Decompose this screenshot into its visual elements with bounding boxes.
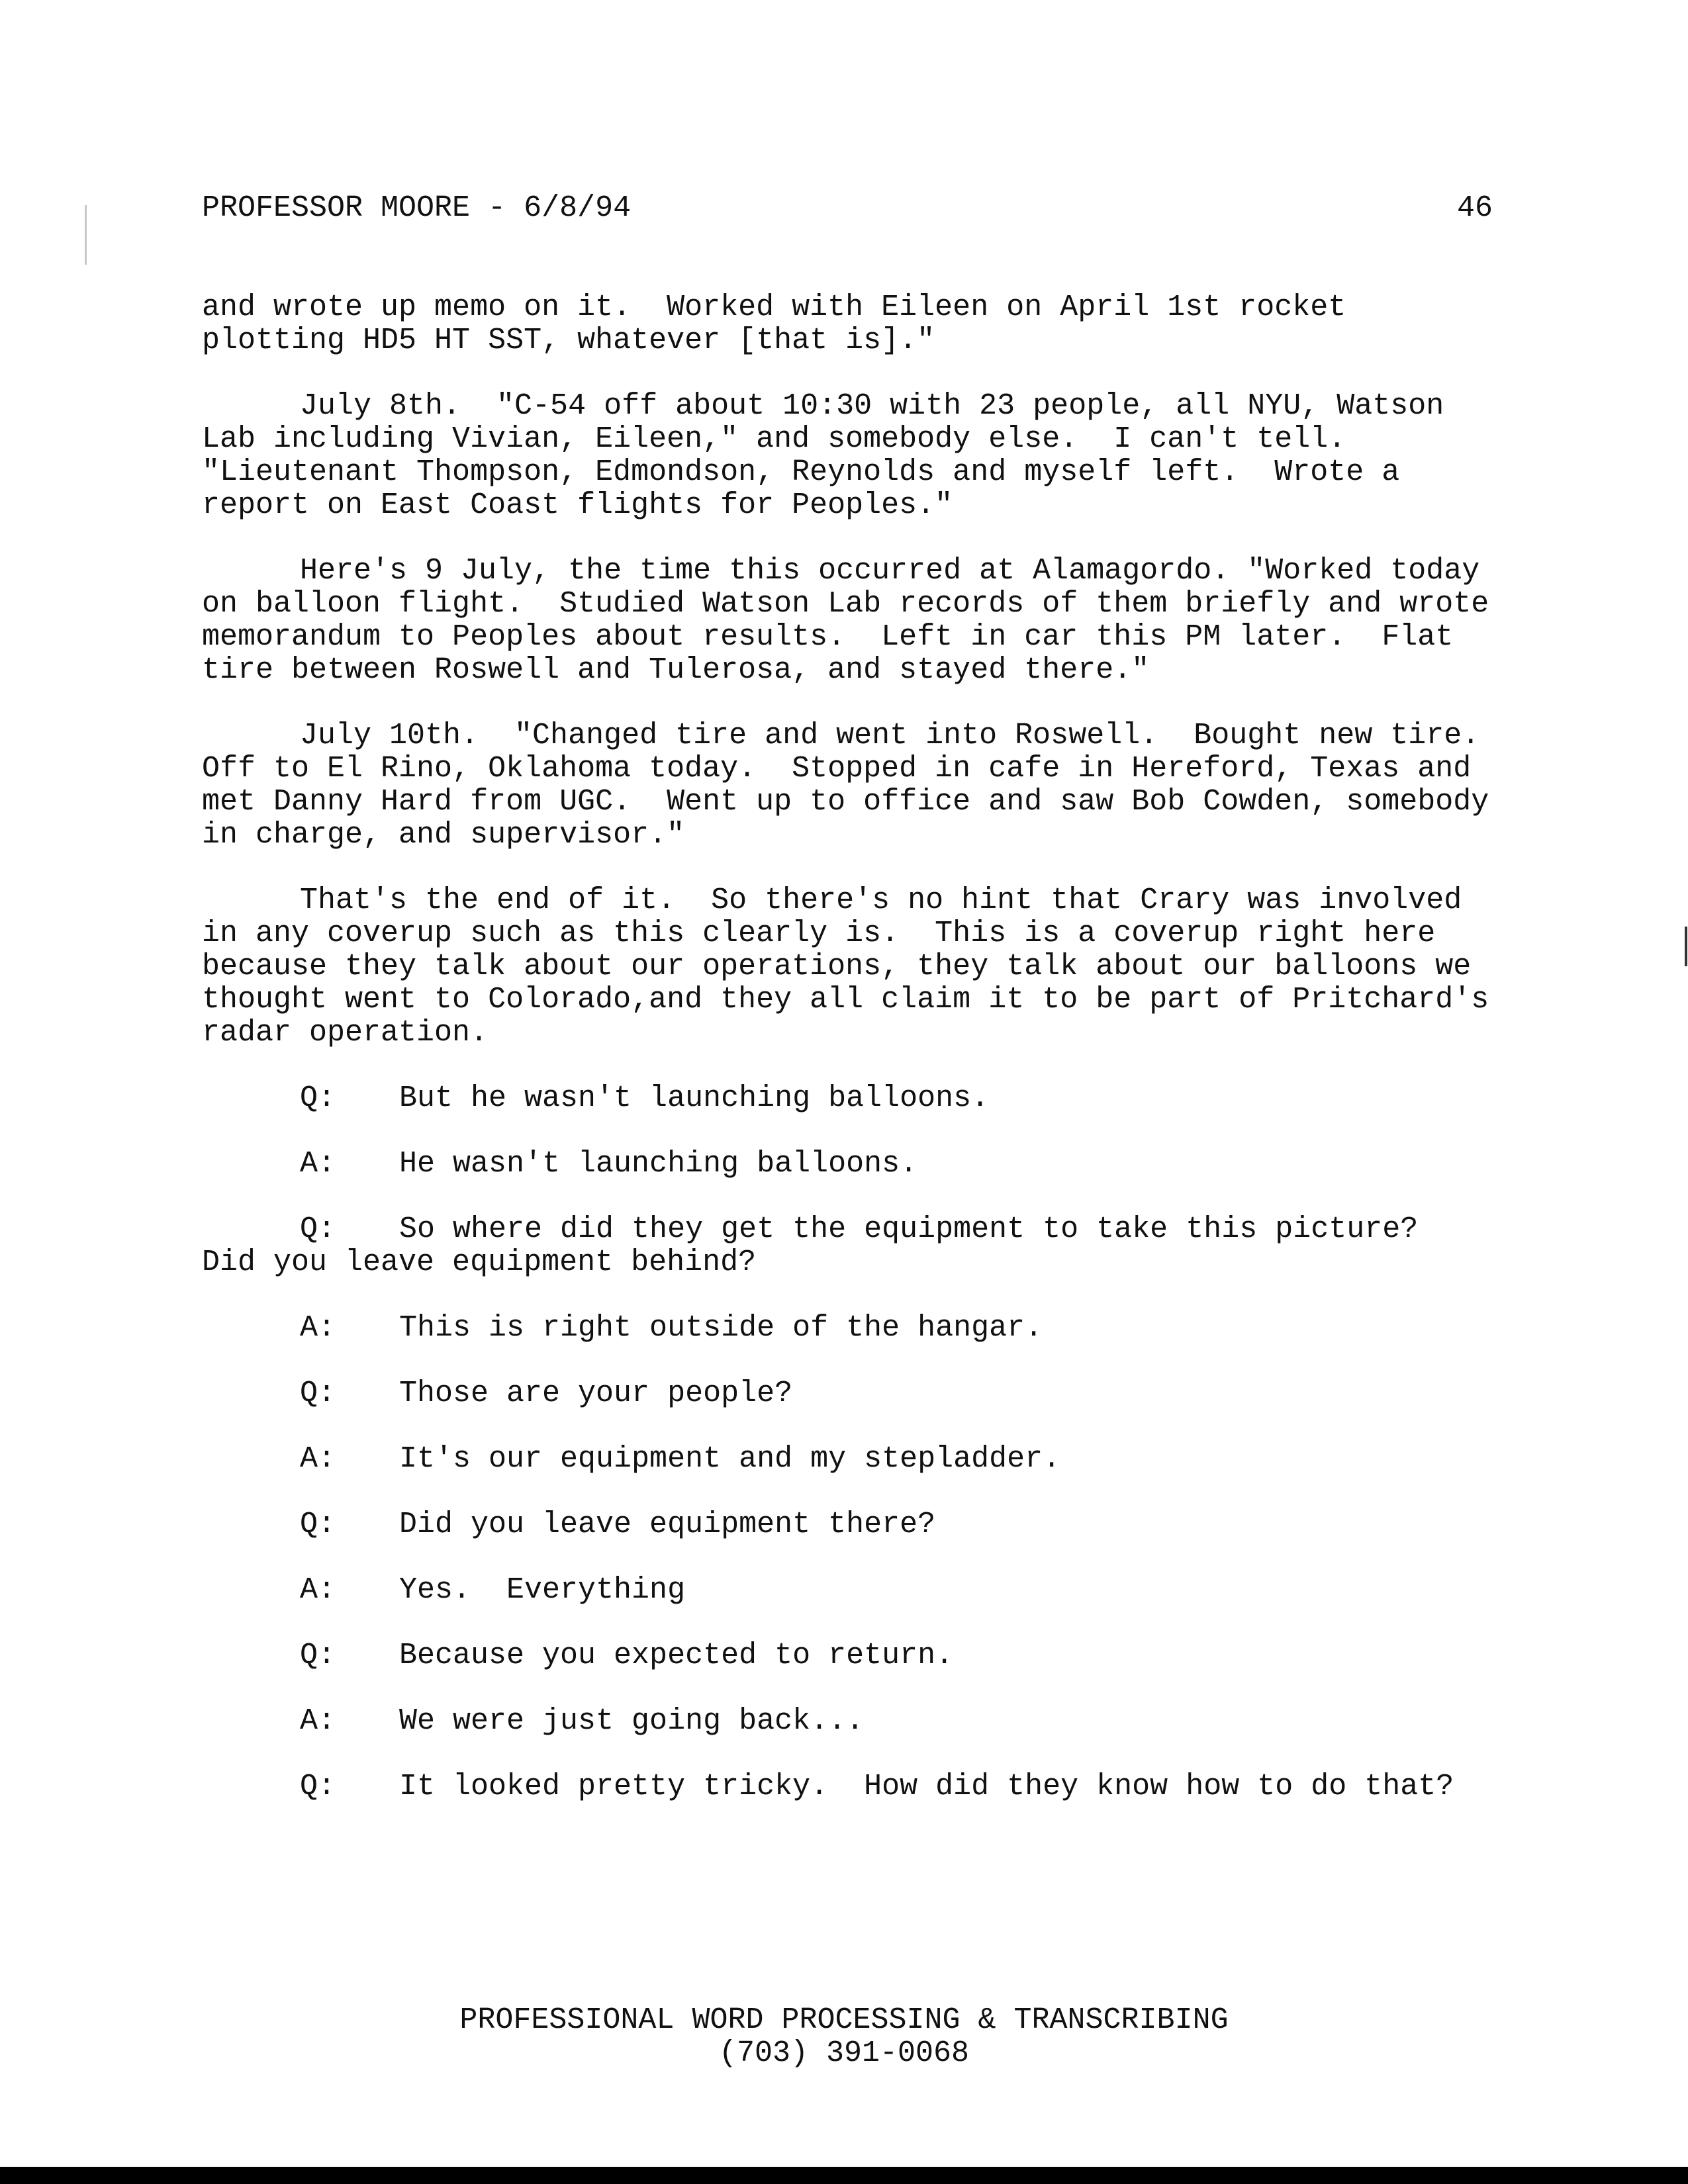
dialogue-text: This is right outside of the hangar. — [399, 1311, 1043, 1345]
page-number: 46 — [1456, 191, 1493, 225]
dialogue-text: But he wasn't launching balloons. — [399, 1081, 990, 1115]
paragraph-july-8: July 8th. "C-54 off about 10:30 with 23 people, all NYU, Watson Lab including Vivian, Eileen," and somebody else. I can't tell. "Lieutenant Thompson, Edmondson, Reynolds and myself left. Wrote a report on East Coast flights for Peoples." — [202, 389, 1462, 522]
dialogue-line — [202, 1148, 1499, 1181]
speaker-label: Q: — [300, 1770, 336, 1803]
dialogue-line — [202, 1574, 1499, 1607]
dialogue-line — [202, 1082, 1499, 1115]
dialogue-line — [202, 1377, 1499, 1410]
page-footer — [0, 2004, 1688, 2070]
speaker-label: Q: — [300, 1081, 336, 1115]
dialogue-line — [202, 1213, 1499, 1279]
speaker-label: A: — [300, 1442, 336, 1476]
paragraph-july-9: Here's 9 July, the time this occurred at Alamagordo. "Worked today on balloon flight. Studied Watson Lab records of them briefly and wrote memorandum to Peoples about results. Left in car this PM later. Flat tire between Roswell and Tulerosa, and stayed there." — [202, 554, 1507, 687]
transcript-body — [202, 291, 1516, 1836]
dialogue-text: He wasn't launching balloons. — [399, 1147, 918, 1181]
dialogue-text: Because you expected to return. — [399, 1639, 954, 1672]
speaker-label: A: — [300, 1311, 336, 1345]
dialogue-text: Those are your people? — [399, 1377, 793, 1410]
dialogue-line — [202, 1770, 1499, 1803]
speaker-label: A: — [300, 1147, 336, 1181]
paragraph-end-of-diary: That's the end of it. So there's no hint that Crary was involved in any coverup such as this clearly is. This is a coverup right here because they talk about our operations, they talk about our balloons we thought went to Colorado,and they all claim it to be part of Pritchard's radar operation. — [202, 884, 1507, 1050]
dialogue-text: We were just going back... — [399, 1704, 865, 1738]
dialogue-text: It's our equipment and my stepladder. — [399, 1442, 1061, 1476]
speaker-label: Q: — [300, 1212, 336, 1246]
footer-company: PROFESSIONAL WORD PROCESSING & TRANSCRIBING — [459, 2003, 1229, 2037]
header-title: PROFESSOR MOORE - 6/8/94 — [202, 191, 632, 225]
dialogue-line — [202, 1705, 1499, 1738]
scan-margin-mark — [85, 205, 87, 265]
paragraph-july-10: July 10th. "Changed tire and went into Roswell. Bought new tire. Off to El Rino, Oklahoma today. Stopped in cafe in Hereford, Texas and met Danny Hard from UGC. Went up to office and saw Bob Cowden, somebody in charge, and supervisor." — [202, 719, 1516, 852]
dialogue-line — [202, 1508, 1499, 1541]
dialogue-line — [202, 1639, 1499, 1672]
scan-edge-mark — [1685, 927, 1687, 966]
paragraph-continuation: and wrote up memo on it. Worked with Eileen on April 1st rocket plotting HD5 HT SST, whatever [that is]." — [202, 291, 1364, 357]
dialogue-line — [202, 1443, 1499, 1476]
dialogue-text: Yes. Everything — [399, 1573, 686, 1607]
scan-bottom-edge — [0, 2167, 1688, 2184]
speaker-label: A: — [300, 1573, 336, 1607]
dialogue-text: Did you leave equipment there? — [399, 1508, 936, 1541]
speaker-label: Q: — [300, 1377, 336, 1410]
page-header — [202, 192, 1493, 232]
speaker-label: Q: — [300, 1508, 336, 1541]
speaker-label: A: — [300, 1704, 336, 1738]
speaker-label: Q: — [300, 1639, 336, 1672]
dialogue-line — [202, 1312, 1499, 1345]
dialogue-text: So where did they get the equipment to take this picture? Did you leave equipment behind? — [202, 1212, 1454, 1279]
footer-phone: (703) 391-0068 — [718, 2036, 970, 2070]
dialogue-text: It looked pretty tricky. How did they know how to do that? — [399, 1770, 1454, 1803]
